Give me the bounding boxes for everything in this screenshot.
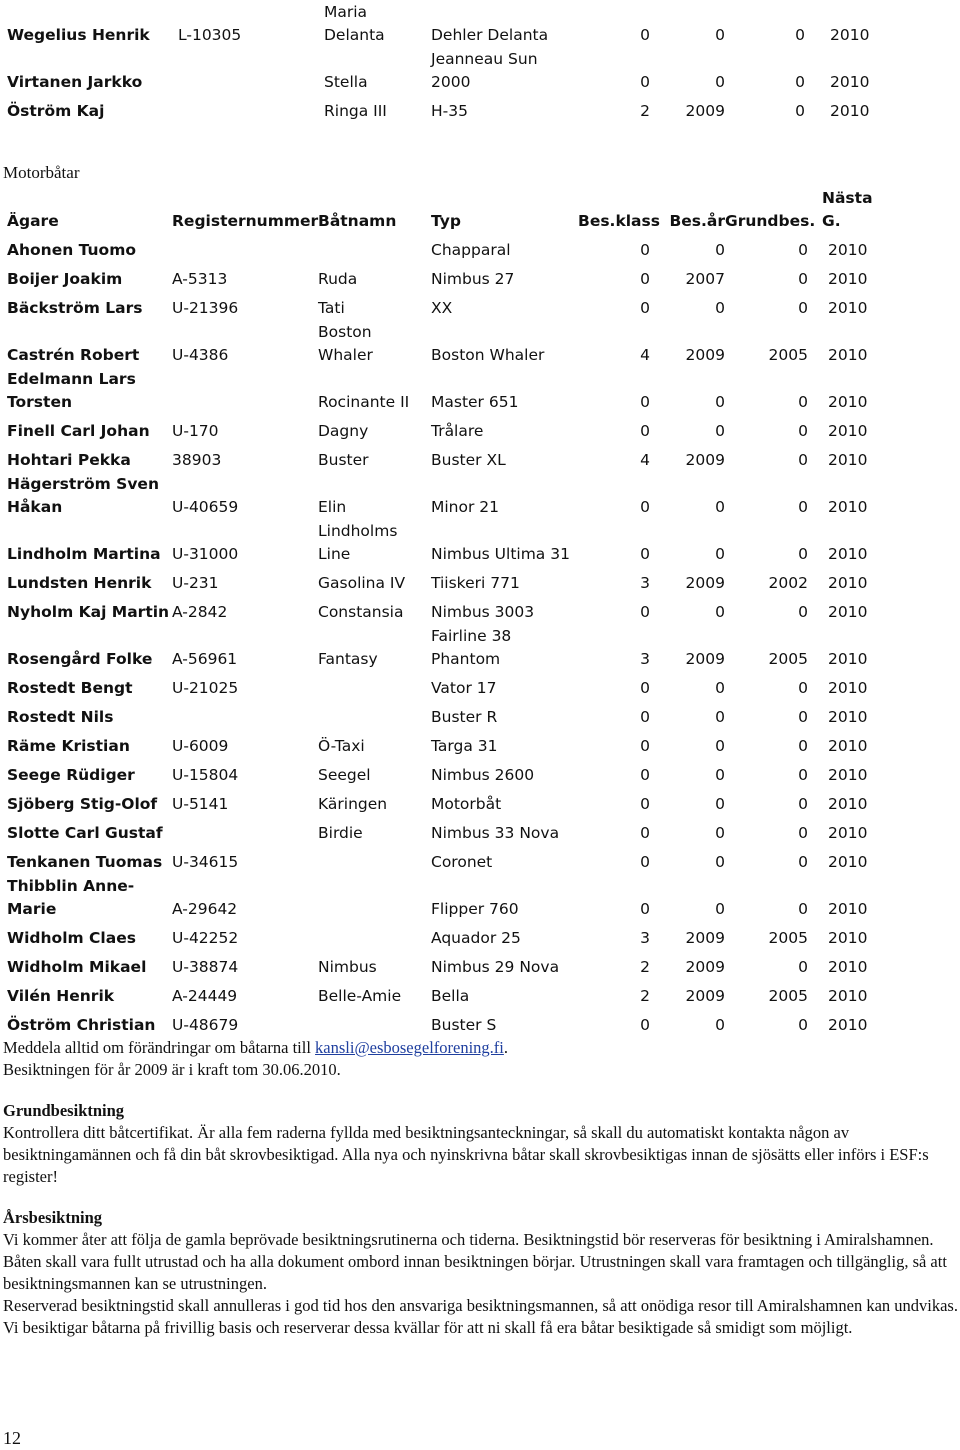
- table-row: [0, 472, 960, 519]
- table-row: [0, 979, 960, 1008]
- type-cell: H-35: [431, 102, 468, 120]
- reg-cell: 38903: [172, 451, 222, 469]
- klass-cell: 0: [640, 545, 650, 563]
- boat-name-cell: Nimbus: [318, 958, 377, 976]
- grund-cell: 0: [798, 737, 808, 755]
- reg-cell: U-40659: [172, 498, 239, 516]
- next-cell: 2010: [828, 987, 868, 1005]
- table-row: [0, 566, 960, 595]
- owner-cell: Tenkanen Tuomas: [7, 853, 163, 871]
- next-cell: 2010: [828, 498, 868, 516]
- boat-name-cell: Elin: [318, 498, 347, 516]
- year-cell: 0: [715, 737, 725, 755]
- grund-cell: 0: [798, 795, 808, 813]
- grund-cell: 0: [798, 545, 808, 563]
- header-grund: Grundbes.: [725, 212, 816, 230]
- next-cell: 2010: [828, 241, 868, 259]
- grund-cell: 0: [798, 270, 808, 288]
- next-cell: 2010: [828, 422, 868, 440]
- reg-cell: A-2842: [172, 603, 228, 621]
- sailboat-table: [0, 0, 960, 123]
- boat-name-cell: Birdie: [318, 824, 363, 842]
- grund-cell: 0: [798, 708, 808, 726]
- next-cell: 2010: [828, 929, 868, 947]
- klass-cell: 3: [640, 574, 650, 592]
- reg-cell: U-6009: [172, 737, 229, 755]
- owner-cell: Bäckström Lars: [7, 299, 143, 317]
- klass-cell: 0: [640, 26, 650, 44]
- klass-cell: 0: [640, 270, 650, 288]
- owner-cell: Rostedt Nils: [7, 708, 114, 726]
- klass-cell: 0: [640, 900, 650, 918]
- reg-cell: A-29642: [172, 900, 238, 918]
- type-cell: Coronet: [431, 853, 493, 871]
- boat-name-cell: Käringen: [318, 795, 388, 813]
- klass-cell: 0: [640, 766, 650, 784]
- table-row: [0, 291, 960, 320]
- type-cell: Master 651: [431, 393, 519, 411]
- grund-cell: 0: [798, 498, 808, 516]
- klass-cell: 0: [640, 422, 650, 440]
- type-cell: Vator 17: [431, 679, 497, 697]
- klass-cell: 2: [640, 987, 650, 1005]
- next-cell: 2010: [828, 795, 868, 813]
- klass-cell: 0: [640, 1016, 650, 1034]
- boat-name-cell: Constansia: [318, 603, 404, 621]
- table-row: [0, 414, 960, 443]
- next-cell: 2010: [828, 900, 868, 918]
- next-cell: 2010: [828, 737, 868, 755]
- reg-cell: U-21396: [172, 299, 239, 317]
- type-cell: Chapparal: [431, 241, 511, 259]
- boat-name-cell: Ruda: [318, 270, 358, 288]
- next-cell: 2010: [828, 545, 868, 563]
- table-row: [0, 47, 960, 94]
- year-cell: 2009: [685, 574, 725, 592]
- section-title-motorbatar: Motorbåtar: [3, 163, 80, 182]
- klass-cell: 0: [640, 795, 650, 813]
- reg-cell: U-231: [172, 574, 219, 592]
- owner-cell: Edelmann Lars Torsten: [7, 370, 136, 411]
- type-cell: Nimbus 29 Nova: [431, 958, 560, 976]
- owner-cell: Rostedt Bengt: [7, 679, 133, 697]
- type-cell: Nimbus 3003: [431, 603, 535, 621]
- year-cell: 2009: [685, 346, 725, 364]
- notes-line-2: Besiktningen för år 2009 är i kraft tom 30.06.2010.: [3, 1060, 341, 1079]
- boat-name-cell: Belle-Amie: [318, 987, 402, 1005]
- grund-cell: 2002: [768, 574, 808, 592]
- boat-name-cell: Lindholms Line: [318, 522, 398, 563]
- motorboat-table: [0, 186, 960, 1037]
- year-cell: 0: [715, 1016, 725, 1034]
- type-cell: Buster S: [431, 1016, 497, 1034]
- grundbesiktning-text: Kontrollera ditt båtcertifikat. Är alla fem raderna fyllda med besiktningsanteckningar, så skall du automatiskt kontakta någon av besiktningamännen och få din båt skrovbesiktigad. Alla nya och nyinskrivna båtar skall skrovbesiktigas innan de sjösätts eller införs i ESF:s register!: [3, 1123, 929, 1186]
- year-cell: 0: [715, 766, 725, 784]
- notes-line-1: Meddela alltid om förändringar om båtarna till kansli@esbosegelforening.fi.: [3, 1038, 509, 1057]
- owner-cell: Öström Kaj: [7, 102, 105, 120]
- grundbesiktning-heading: Grundbesiktning: [3, 1101, 125, 1120]
- owner-cell: Hägerström Sven Håkan: [7, 475, 159, 516]
- boat-name-cell: Gasolina IV: [318, 574, 406, 592]
- page-number: 12: [3, 1428, 21, 1448]
- header-reg: Registernummer: [172, 212, 319, 230]
- year-cell: 0: [715, 545, 725, 563]
- table-row: [0, 595, 960, 624]
- next-cell: 2010: [828, 650, 868, 668]
- year-cell: 0: [715, 900, 725, 918]
- owner-cell: Vilén Henrik: [7, 987, 115, 1005]
- grund-cell: 0: [798, 241, 808, 259]
- year-cell: 0: [715, 73, 725, 91]
- grund-cell: 2005: [768, 346, 808, 364]
- table-row: [0, 921, 960, 950]
- reg-cell: [178, 94, 324, 123]
- klass-cell: 0: [640, 241, 650, 259]
- klass-cell: 0: [640, 708, 650, 726]
- year-cell: 2009: [685, 451, 725, 469]
- reg-cell: A-56961: [172, 650, 238, 668]
- grund-cell: 0: [798, 1016, 808, 1034]
- next-cell: 2010: [828, 1016, 868, 1034]
- table-row: [0, 758, 960, 787]
- owner-cell: Öström Christian: [7, 1016, 156, 1034]
- table-row: [0, 874, 960, 921]
- type-cell: Tiiskeri 771: [431, 574, 520, 592]
- type-cell: Buster XL: [431, 451, 506, 469]
- type-cell: Trålare: [431, 422, 484, 440]
- next-cell: 2010: [828, 708, 868, 726]
- grund-cell: 2005: [768, 929, 808, 947]
- header-type: Typ: [431, 212, 461, 230]
- owner-cell: Castrén Robert: [7, 346, 140, 364]
- type-cell: XX: [431, 299, 453, 317]
- reg-cell: [172, 700, 318, 729]
- boat-name-cell: Stella: [324, 73, 368, 91]
- type-cell: Jeanneau Sun 2000: [431, 50, 538, 91]
- reg-cell: [178, 47, 324, 94]
- year-cell: 0: [715, 824, 725, 842]
- reg-cell: [172, 367, 318, 414]
- reg-cell: U-5141: [172, 795, 229, 813]
- boat-name-cell: Seegel: [318, 766, 371, 784]
- year-cell: 0: [715, 241, 725, 259]
- arsbesiktning-text-1: Vi kommer åter att följa de gamla beprövade besiktningsrutinerna och tiderna. Besiktningstid bör reserveras för besiktning i Amiralshamnen. Båten skall vara fullt utrustad och ha alla dokument ombord innan besiktningen börjar. Utrustningen skall vara framtagen och tillgänglig, så att besiktningsmannen kan se utrustningen.: [3, 1230, 947, 1293]
- header-boat-name: Båtnamn: [318, 212, 397, 230]
- next-cell: 2010: [828, 299, 868, 317]
- grund-cell: 0: [798, 900, 808, 918]
- reg-cell: U-21025: [172, 679, 239, 697]
- table-row: [0, 816, 960, 845]
- owner-cell: Boijer Joakim: [7, 270, 123, 288]
- grund-cell: 0: [798, 766, 808, 784]
- boat-name-cell: Tati: [318, 299, 345, 317]
- boat-name-cell: Boston Whaler: [318, 323, 373, 364]
- type-cell: Targa 31: [431, 737, 498, 755]
- reg-cell: [172, 233, 318, 262]
- next-cell: 2010: [830, 26, 870, 44]
- boat-name-cell: [318, 700, 431, 729]
- boat-name-cell: [318, 874, 431, 921]
- owner-cell: Widholm Mikael: [7, 958, 147, 976]
- header-klass: Bes.klass: [578, 212, 660, 230]
- klass-cell: 2: [640, 958, 650, 976]
- next-cell: 2010: [828, 853, 868, 871]
- klass-cell: 0: [640, 498, 650, 516]
- owner-cell: Nyholm Kaj Martin: [7, 603, 170, 621]
- grund-cell: 0: [798, 853, 808, 871]
- owner-cell: Slotte Carl Gustaf: [7, 824, 163, 842]
- reg-cell: U-48679: [172, 1016, 239, 1034]
- next-cell: 2010: [828, 958, 868, 976]
- next-cell: 2010: [828, 574, 868, 592]
- table-row: [0, 845, 960, 874]
- next-cell: 2010: [828, 393, 868, 411]
- year-cell: 0: [715, 708, 725, 726]
- type-cell: Nimbus 27: [431, 270, 515, 288]
- table-row: [0, 700, 960, 729]
- arsbesiktning-text-2: Reserverad besiktningstid skall annulleras i god tid hos den ansvariga besiktningsmannen, så att onödiga resor till Amiralshamnen kan undvikas. Vi besiktigar båtarna på frivillig basis och reserverar dessa kvällar för att ni skall få era båtar besiktigade så smidigt som möjligt.: [3, 1296, 958, 1337]
- next-cell: 2010: [828, 451, 868, 469]
- reg-cell: U-170: [172, 422, 219, 440]
- grund-cell: 0: [795, 26, 805, 44]
- klass-cell: 3: [640, 650, 650, 668]
- owner-cell: Thibblin Anne-Marie: [7, 877, 135, 918]
- boat-name-cell: Fantasy: [318, 650, 378, 668]
- klass-cell: 0: [640, 299, 650, 317]
- year-cell: 0: [715, 498, 725, 516]
- table-row: [0, 729, 960, 758]
- arsbesiktning-heading: Årsbesiktning: [3, 1208, 103, 1227]
- owner-cell: Virtanen Jarkko: [7, 73, 143, 91]
- year-cell: 0: [715, 679, 725, 697]
- owner-cell: Rosengård Folke: [7, 650, 153, 668]
- table-row: [0, 443, 960, 472]
- owner-cell: Lundsten Henrik: [7, 574, 152, 592]
- boat-name-cell: [318, 233, 431, 262]
- type-cell: Dehler Delanta: [431, 26, 549, 44]
- year-cell: 2007: [685, 270, 725, 288]
- klass-cell: 4: [640, 451, 650, 469]
- owner-cell: Seege Rüdiger: [7, 766, 135, 784]
- boat-name-cell: Buster: [318, 451, 369, 469]
- type-cell: Nimbus Ultima 31: [431, 545, 570, 563]
- klass-cell: 0: [640, 679, 650, 697]
- year-cell: 0: [715, 853, 725, 871]
- year-cell: 2009: [685, 650, 725, 668]
- owner-cell: Hohtari Pekka: [7, 451, 131, 469]
- year-cell: 0: [715, 393, 725, 411]
- reg-cell: A-24449: [172, 987, 238, 1005]
- table-row: [0, 233, 960, 262]
- boat-name-cell: [318, 671, 431, 700]
- type-cell: Buster R: [431, 708, 498, 726]
- year-cell: 2009: [685, 987, 725, 1005]
- header-next: Nästa G.: [822, 189, 873, 230]
- table-row: [0, 1008, 960, 1037]
- grund-cell: 0: [798, 958, 808, 976]
- reg-cell: U-38874: [172, 958, 239, 976]
- klass-cell: 0: [640, 737, 650, 755]
- next-cell: 2010: [830, 102, 870, 120]
- grund-cell: 2005: [768, 650, 808, 668]
- reg-cell: U-31000: [172, 545, 239, 563]
- reg-cell: U-34615: [172, 853, 239, 871]
- table-row: [0, 94, 960, 123]
- grund-cell: 0: [798, 824, 808, 842]
- type-cell: Fairline 38 Phantom: [431, 627, 512, 668]
- owner-cell: Widholm Claes: [7, 929, 136, 947]
- year-cell: 2009: [685, 958, 725, 976]
- reg-cell: U-15804: [172, 766, 239, 784]
- owner-cell: Wegelius Henrik: [7, 26, 150, 44]
- grund-cell: 0: [798, 603, 808, 621]
- table-row: [0, 262, 960, 291]
- table-row: [0, 0, 960, 47]
- klass-cell: 0: [640, 73, 650, 91]
- year-cell: 2009: [685, 929, 725, 947]
- reg-cell: L-10305: [178, 26, 242, 44]
- table-row: [0, 624, 960, 671]
- header-year: Bes.år: [669, 212, 725, 230]
- boat-name-cell: Dagny: [318, 422, 369, 440]
- type-cell: Minor 21: [431, 498, 500, 516]
- klass-cell: 0: [640, 603, 650, 621]
- table-row: [0, 320, 960, 367]
- next-cell: 2010: [830, 73, 870, 91]
- grund-cell: 0: [795, 102, 805, 120]
- boat-name-cell: Ringa III: [324, 102, 387, 120]
- year-cell: 0: [715, 603, 725, 621]
- next-cell: 2010: [828, 346, 868, 364]
- year-cell: 0: [715, 795, 725, 813]
- owner-cell: Räme Kristian: [7, 737, 130, 755]
- klass-cell: 3: [640, 929, 650, 947]
- table-row: [0, 367, 960, 414]
- table-row: [0, 671, 960, 700]
- notes-section: [3, 1037, 958, 1339]
- klass-cell: 0: [640, 393, 650, 411]
- next-cell: 2010: [828, 270, 868, 288]
- next-cell: 2010: [828, 679, 868, 697]
- boat-name-cell: [318, 1008, 431, 1037]
- klass-cell: 0: [640, 824, 650, 842]
- grund-cell: 0: [798, 679, 808, 697]
- grund-cell: 2005: [768, 987, 808, 1005]
- reg-cell: [172, 816, 318, 845]
- grund-cell: 0: [795, 73, 805, 91]
- table-row: [0, 519, 960, 566]
- year-cell: 0: [715, 422, 725, 440]
- table-header-row: [0, 186, 960, 233]
- type-cell: Bella: [431, 987, 470, 1005]
- boat-name-cell: Rocinante II: [318, 393, 410, 411]
- boat-name-cell: Maria Delanta: [324, 3, 385, 44]
- table-row: [0, 787, 960, 816]
- grund-cell: 0: [798, 422, 808, 440]
- boat-name-cell: [318, 845, 431, 874]
- klass-cell: 0: [640, 853, 650, 871]
- boat-name-cell: [318, 921, 431, 950]
- type-cell: Nimbus 2600: [431, 766, 535, 784]
- reg-cell: U-4386: [172, 346, 229, 364]
- table-row: [0, 950, 960, 979]
- year-cell: 0: [715, 26, 725, 44]
- email-link[interactable]: kansli@esbosegelforening.fi: [315, 1038, 504, 1057]
- grund-cell: 0: [798, 299, 808, 317]
- reg-cell: A-5313: [172, 270, 228, 288]
- header-owner: Ägare: [7, 212, 59, 230]
- grund-cell: 0: [798, 451, 808, 469]
- next-cell: 2010: [828, 766, 868, 784]
- owner-cell: Lindholm Martina: [7, 545, 161, 563]
- type-cell: Boston Whaler: [431, 346, 545, 364]
- grund-cell: 0: [798, 393, 808, 411]
- klass-cell: 2: [640, 102, 650, 120]
- type-cell: Motorbåt: [431, 795, 502, 813]
- type-cell: Flipper 760: [431, 900, 519, 918]
- type-cell: Aquador 25: [431, 929, 521, 947]
- klass-cell: 4: [640, 346, 650, 364]
- owner-cell: Sjöberg Stig-Olof: [7, 795, 158, 813]
- next-cell: 2010: [828, 603, 868, 621]
- owner-cell: Finell Carl Johan: [7, 422, 150, 440]
- reg-cell: U-42252: [172, 929, 239, 947]
- owner-cell: Ahonen Tuomo: [7, 241, 137, 259]
- boat-name-cell: Ö-Taxi: [318, 737, 365, 755]
- year-cell: 2009: [685, 102, 725, 120]
- type-cell: Nimbus 33 Nova: [431, 824, 560, 842]
- year-cell: 0: [715, 299, 725, 317]
- next-cell: 2010: [828, 824, 868, 842]
